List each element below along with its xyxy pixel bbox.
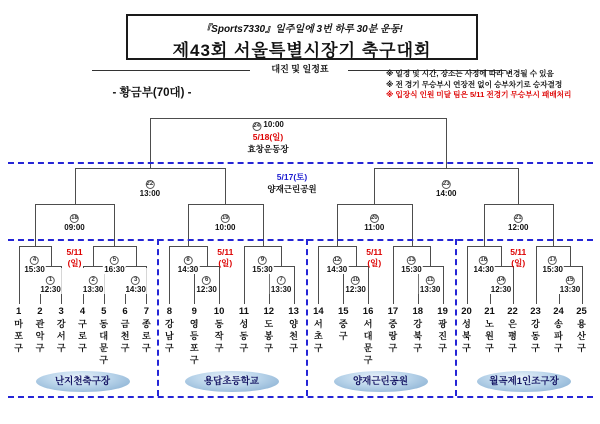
team-number: 14 [313,306,324,317]
team-number: 22 [507,306,518,317]
venue-oval: 월곡제1인조구장 [477,371,571,392]
bracket-line [518,168,519,204]
group-divider-line [306,239,308,396]
match-label [23,248,45,274]
bracket-line [536,246,572,247]
match-time: 10:00 [215,222,236,232]
group-divider-line [157,239,159,396]
bracket-line [19,246,52,247]
match-label [473,248,495,274]
team-number: 8 [166,306,173,317]
team-name: 송파구 [554,319,563,353]
match-label [435,172,457,198]
team-number: 9 [191,306,197,317]
bracket-line [374,168,375,204]
team-name: 금천구 [120,319,130,353]
round1-date: (일) [511,258,526,269]
team-number: 15 [337,306,349,317]
team-number: 11 [238,306,249,317]
team-number: 4 [79,306,86,317]
round1-date-label [217,247,233,270]
match-label [542,248,564,274]
bracket-line [337,204,413,205]
team-number: 6 [122,306,128,317]
match-label [139,172,161,198]
team-name: 도봉구 [264,319,274,353]
slogan: 『Sports7330』일주일에 3번 하루 30분 운동! [201,24,403,35]
match-number: 21 [514,215,522,221]
bracket-line [582,266,583,304]
semifinal-venue: 양재근린공원 [267,183,317,194]
match-number: 10 [352,277,359,283]
team-name: 은평구 [508,319,517,353]
match-label [507,206,529,232]
match-time: 13:00 [139,188,161,198]
round1-date: (일) [67,258,82,269]
team-number: 19 [437,306,448,317]
team-name: 양천구 [289,319,298,353]
match-time: 13:30 [559,284,581,294]
bracket-line [513,266,514,304]
bracket-line [443,266,444,304]
bracket-line [374,168,519,169]
team-name: 강동구 [531,319,540,353]
bracket-line [188,204,264,205]
match-number: 3 [131,276,140,285]
match-time: 14:00 [436,188,457,198]
day-divider-line [8,396,593,398]
bracket-line [150,118,447,119]
team-name: 마포구 [14,319,23,353]
bracket-line [244,246,282,247]
bracket-line [393,246,394,304]
bracket-line [169,246,170,304]
match-number: 6 [202,276,211,285]
match-label [363,206,385,232]
match-number: 2 [89,276,98,285]
round1-date-label [366,247,382,270]
match-number: 20 [370,215,378,221]
semifinal-date: 5/17(토) [276,172,308,182]
match-time: 15:30 [401,264,422,274]
round1-date: 5/11 [66,247,83,257]
bracket-line [368,266,369,304]
bracket-line [570,246,571,266]
match-number: 5 [110,256,119,265]
match-time: 13:30 [419,284,441,294]
venue-oval: 양재근린공원 [334,371,428,392]
match-number: 9 [258,256,267,265]
bracket-line [430,246,431,266]
team-number: 2 [37,306,43,317]
round1-date: (일) [218,258,233,269]
bracket-line [35,204,116,205]
team-name: 중구 [338,319,348,341]
match-number: 11 [426,277,434,283]
bracket-line [150,118,151,168]
match-time: 11:00 [364,222,385,232]
team-name: 강북구 [413,319,423,353]
team-name: 서초구 [314,319,323,353]
match-number: 14 [497,277,505,283]
note-line-3: ※ 입장식 인원 미달 팀은 5/11 전경기 무승부시 패배처리 [386,90,572,99]
bracket-line [125,266,147,267]
day-divider-line [8,162,593,164]
bracket-line [75,168,76,204]
match-time: 12:30 [345,284,366,294]
team-name: 서대문구 [363,319,373,365]
match-number: 4 [30,256,39,265]
match-time: 15:30 [542,264,563,274]
team-name: 강서구 [56,319,66,353]
bracket-line [19,246,20,304]
match-number: 12 [333,257,341,263]
round1-date-label [510,247,526,270]
bracket-line [75,168,227,169]
match-time: 14:30 [473,264,494,274]
match-number: 17 [549,257,557,263]
match-time: 12:00 [508,222,529,232]
page-title: 제43회 서울특별시장기 축구대회 [172,41,432,60]
bracket-line [219,266,220,304]
match-number: 15 [566,277,574,283]
bracket-line [207,246,208,266]
match-number: 1 [46,276,55,285]
final-match-label [247,120,288,154]
bracket-line [93,246,94,266]
team-number: 12 [263,306,275,317]
team-name: 동작구 [214,319,224,353]
team-number: 25 [576,306,587,317]
match-time: 12:30 [196,284,217,294]
team-number: 16 [362,306,374,317]
team-name: 용산구 [577,319,586,353]
round1-date: 5/11 [510,247,527,257]
bracket-line [294,266,295,304]
match-number: 18 [71,215,78,221]
match-number: 13 [408,257,415,263]
team-name: 관악구 [35,319,45,353]
match-time: 12:30 [40,284,61,294]
bracket-line [484,204,554,205]
subtitle: 대진 및 일정표 [271,64,329,74]
match-label [251,248,273,274]
team-number: 10 [213,306,225,317]
match-number: 8 [184,256,193,265]
match-time: 14:30 [125,284,146,294]
team-number: 5 [101,306,107,317]
team-number: 17 [387,306,399,317]
division-label: - 황금부(70대) - [112,87,192,99]
match-label [177,248,199,274]
team-number: 24 [553,306,564,317]
match-label [326,248,348,274]
match-number: 24 [253,123,260,129]
match-number: 7 [277,276,286,285]
divider-line [92,70,250,71]
bracket-line [393,246,431,247]
team-name: 강남구 [165,319,174,353]
team-number: 7 [143,306,149,317]
match-time: 13:30 [82,284,104,294]
final-match-number-time [247,120,288,131]
match-time: 09:00 [64,222,85,232]
final-date: 5/18(일) [252,132,284,142]
venue-oval: 난지천축구장 [36,371,130,392]
bracket-line [467,246,503,247]
bracket-line [318,246,356,247]
match-label [82,268,104,294]
team-name: 구로구 [78,319,87,353]
team-name: 중랑구 [388,319,398,353]
match-time: 15:30 [252,264,273,274]
match-label [103,248,125,274]
match-time: 16:30 [104,264,125,274]
team-name: 성동구 [239,319,249,353]
bracket-line [225,168,226,204]
match-time: 15:30 [24,264,45,274]
team-name: 종로구 [141,319,151,353]
bracket-line [51,246,52,266]
team-name: 노원구 [485,319,494,353]
team-number: 21 [484,306,495,317]
match-time: 14:30 [326,264,348,274]
note-line-2: ※ 전 경기 무승부시 연장전 없이 승부차기로 승자결정 [386,79,563,89]
round1-date: 5/11 [217,247,234,257]
venue-oval: 용답초등학교 [185,371,279,392]
match-number: 23 [442,181,450,187]
title-box [126,14,478,60]
bracket-line [83,266,105,267]
match-time: 12:30 [490,284,512,294]
bracket-line [356,246,357,266]
bracket-line [244,246,245,304]
team-name: 동대문구 [99,319,109,365]
bracket-line [318,246,319,304]
team-number: 13 [288,306,299,317]
team-number: 3 [58,306,64,317]
group-divider-line [455,239,457,396]
semifinal-info [267,172,316,196]
bracket-line [501,246,502,266]
bracket-line [536,246,537,304]
match-label [63,206,85,232]
team-number: 18 [412,306,424,317]
round1-date-label [66,247,82,270]
notes [386,69,571,101]
match-number: 19 [221,215,229,221]
round1-date: 5/11 [366,247,383,257]
team-number: 1 [15,306,22,317]
note-line-1: ※ 일정 및 시간, 장소는 사정에 따라 변경될 수 있음 [386,69,554,78]
bracket-line [93,246,137,247]
match-time: 13:30 [270,284,292,294]
match-number: 16 [480,257,488,263]
bracket-line [136,246,137,266]
day-divider-line [8,239,593,241]
team-name: 성북구 [462,319,471,353]
team-number: 20 [461,306,472,317]
match-label [124,268,146,294]
team-name: 영등포구 [189,319,199,365]
bracket-line [281,246,282,266]
bracket-line [467,246,468,304]
bracket-line [169,246,207,247]
bracket-line [446,118,447,168]
final-venue: 효창운동장 [247,143,289,154]
match-number: 22 [146,181,154,187]
final-time: 10:00 [263,120,284,129]
team-name: 광진구 [438,319,447,353]
round1-date: (일) [367,258,382,269]
match-label [214,206,236,232]
match-label [400,248,422,274]
match-time: 14:30 [177,264,199,274]
team-number: 23 [530,306,541,317]
